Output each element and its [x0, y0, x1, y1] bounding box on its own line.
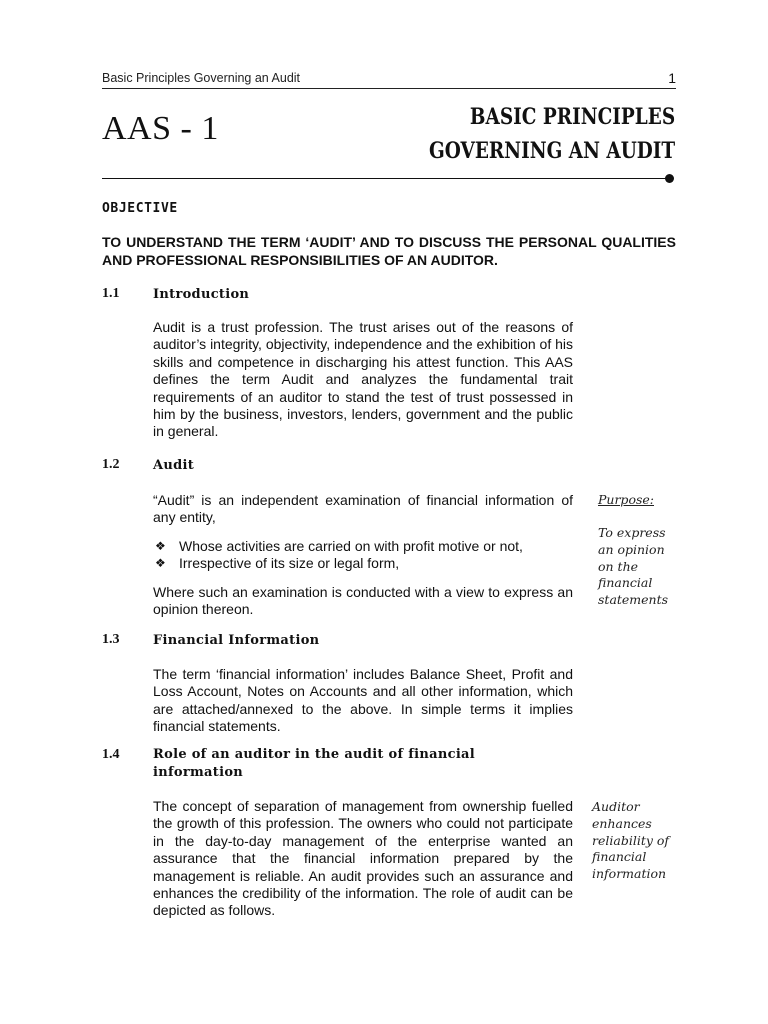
page-number: 1 — [668, 70, 676, 86]
section-paragraph: “Audit” is an independent examination of financial information of any entity, — [153, 492, 573, 526]
objective-statement: TO UNDERSTAND THE TERM ‘AUDIT’ AND TO DISCUSS THE PERSONAL QUALITIES AND PROFESSIONAL RESPONSIBILITIES OF AN AUDITOR. — [102, 234, 676, 268]
title-divider-bullet — [665, 174, 674, 183]
section-number: 1.3 — [102, 632, 120, 647]
section-number: 1.2 — [102, 457, 120, 472]
list-item-text: Irrespective of its size or legal form, — [179, 555, 400, 572]
document-title — [429, 100, 675, 168]
margin-note-label: Purpose: — [598, 492, 654, 507]
header-divider — [102, 88, 676, 89]
list-item — [153, 555, 583, 572]
list-item — [153, 538, 583, 555]
section-number: 1.4 — [102, 747, 120, 762]
section-number: 1.1 — [102, 286, 120, 301]
title-divider — [102, 178, 669, 179]
document-title-line-2: GOVERNING AN AUDIT — [428, 138, 675, 164]
margin-note-auditor: Auditor enhances reliability of financial information — [592, 799, 670, 882]
diamond-bullet-icon: ❖ — [155, 556, 166, 571]
running-header-title: Basic Principles Governing an Audit — [102, 71, 301, 85]
section-paragraph: The concept of separation of management from ownership fuelled the growth of this profession. The owners who could not participate in the day-to-day management of the enterprise wanted an assurance that the financial information prepared by the management is reliable. An audit provides such an assurance and enhances the credibility of the information. The role of audit can be depicted as follows. — [153, 798, 573, 919]
list-item-text: Whose activities are carried on with profit motive or not, — [179, 538, 523, 554]
objective-heading: OBJECTIVE — [102, 201, 178, 216]
section-title-line-1: Role of an auditor in the audit of financial — [153, 747, 476, 762]
section-title-line-2: information — [153, 765, 244, 780]
section-title: Introduction — [153, 287, 250, 302]
section-paragraph: Where such an examination is conducted with a view to express an opinion thereon. — [153, 584, 573, 618]
section-title: Financial Information — [153, 633, 320, 648]
margin-note-purpose: To express an opinion on the financial statements — [598, 525, 669, 608]
audit-criteria-list — [153, 538, 583, 573]
document-title-line-1: BASIC PRINCIPLES — [469, 104, 675, 130]
section-paragraph: Audit is a trust profession. The trust arises out of the reasons of auditor’s integrity, objectivity, independence and the exhibition of his skills and competence in discharging his attest function. This AAS defines the term Audit and analyzes the fundamental trait requirements of an auditor to stand the test of trust possessed in him by the business, investors, lenders, government and the public in general. — [153, 319, 574, 440]
section-paragraph: The term ‘financial information’ includes Balance Sheet, Profit and Loss Account, Notes on Accounts and all other information, which are attached/annexed to the above. In simple terms it implies financial statements. — [153, 666, 573, 735]
section-title: Audit — [153, 458, 195, 473]
document-code: AAS - 1 — [102, 110, 219, 147]
section-title — [153, 746, 475, 782]
diamond-bullet-icon: ❖ — [155, 539, 166, 553]
